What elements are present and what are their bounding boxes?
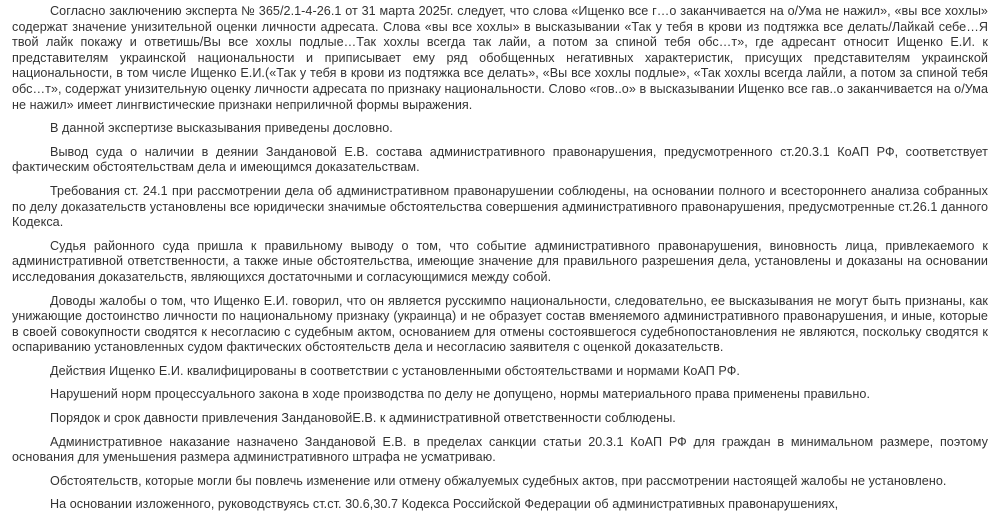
paragraph-qualification: Действия Ищенко Е.И. квалифицированы в соответствии с установленными обстоятельствами и нормами КоАП РФ. <box>50 363 740 378</box>
paragraph-penalty: Административное наказание назначено Зандановой Е.В. в пределах санкции статьи 20.3.1 КоАП РФ для граждан в минимальном размере, поэтому основания для уменьшения размера административного штрафа не усматриваю. <box>12 434 988 465</box>
paragraph-expert-conclusion: Согласно заключению эксперта № 365/2.1-4-26.1 от 31 марта 2025г. следует, что слова «Ищенко все г…о заканчивается на о/Ума не нажил», «вы все хохлы» содержат значение унизительной оценки личности адресата. Слова «вы все хохлы» в высказывании «Так у тебя в крови из подтяжка все делать/Лайкай себе…Я твой лайк покажу и ответишь/Вы все хохлы подлые…Так хохлы всегда так лайи, а потом за спиной тебя обс…т», где адресант относит Ищенко Е.И. к представителям украинской национальности и приписывает ему ряд обобщенных негативных характеристик, присущих представителям украинской национальности, в том числе Ищенко Е.И.(«Так у тебя в крови из подтяжка все делать», «Вы все хохлы подлые», «Так хохлы всегда лайли, а потом за спиной тебя обс…т», содержат унизительную оценку личности адресата по признаку национальности. Слово «гов..о» в высказывании Ищенко все гав..о заканчивается на о/Ума не нажил» имеет лингвистические признаки неприличной формы выражения. <box>12 4 988 112</box>
paragraph-limitation-period: Порядок и срок давности привлечения ЗандановойЕ.В. к административной ответственности соблюдены. <box>50 411 676 426</box>
paragraph-procedural-norms: Нарушений норм процессуального закона в ходе производства по делу не допущено, нормы материального права применены правильно. <box>50 387 871 402</box>
paragraph-circumstances: Обстоятельств, которые могли бы повлечь изменение или отмену обжалуемых судебных актов, при рассмотрении настоящей жалобы не установлено. <box>50 473 947 488</box>
document-body <box>12 4 988 513</box>
paragraph-verbatim-note: В данной экспертизе высказывания приведены дословно. <box>50 121 393 136</box>
paragraph-complaint-arguments: Доводы жалобы о том, что Ищенко Е.И. говорил, что он является русскимпо национальности, следовательно, ее высказывания не могут быть признаны, как унижающие достоинство личности по национальному признаку (украинца) и не образует состав вменяемого административного правонарушения, и иные, которые в своей совокупности сводятся к несогласию с судебным актом, основанием для отмены состоявшегося судебнопостановления не являются, поскольку сводятся к оспариванию установленных судом фактических обстоятельств дела и несогласию заявителя с оценкой доказательств. <box>12 293 988 355</box>
paragraph-court-conclusion: Вывод суда о наличии в деянии Зандановой Е.В. состава административного правонарушения, предусмотренного ст.20.3.1 КоАП РФ, соответствует фактическим обстоятельствам дела и имеющимся доказательствам. <box>12 144 988 175</box>
paragraph-article-24-1: Требования ст. 24.1 при рассмотрении дела об административном правонарушении соблюдены, на основании полного и всестороннего анализа собранных по делу доказательств установлены все юридически значимые обстоятельства совершения административного правонарушения, предусмотренные ст.26.1 данного Кодекса. <box>12 183 988 230</box>
paragraph-district-judge: Судья районного суда пришла к правильному выводу о том, что событие административного правонарушения, виновность лица, привлекаемого к административной ответственности, а также иные обстоятельства, имеющие значение для правильного разрешения дела, установлены и доказаны на основании исследования доказательств, являющихся достаточными и согласующимися между собой. <box>12 238 988 284</box>
paragraph-based-on: На основании изложенного, руководствуясь ст.ст. 30.6,30.7 Кодекса Российской Федерации об административных правонарушениях, <box>50 497 839 512</box>
